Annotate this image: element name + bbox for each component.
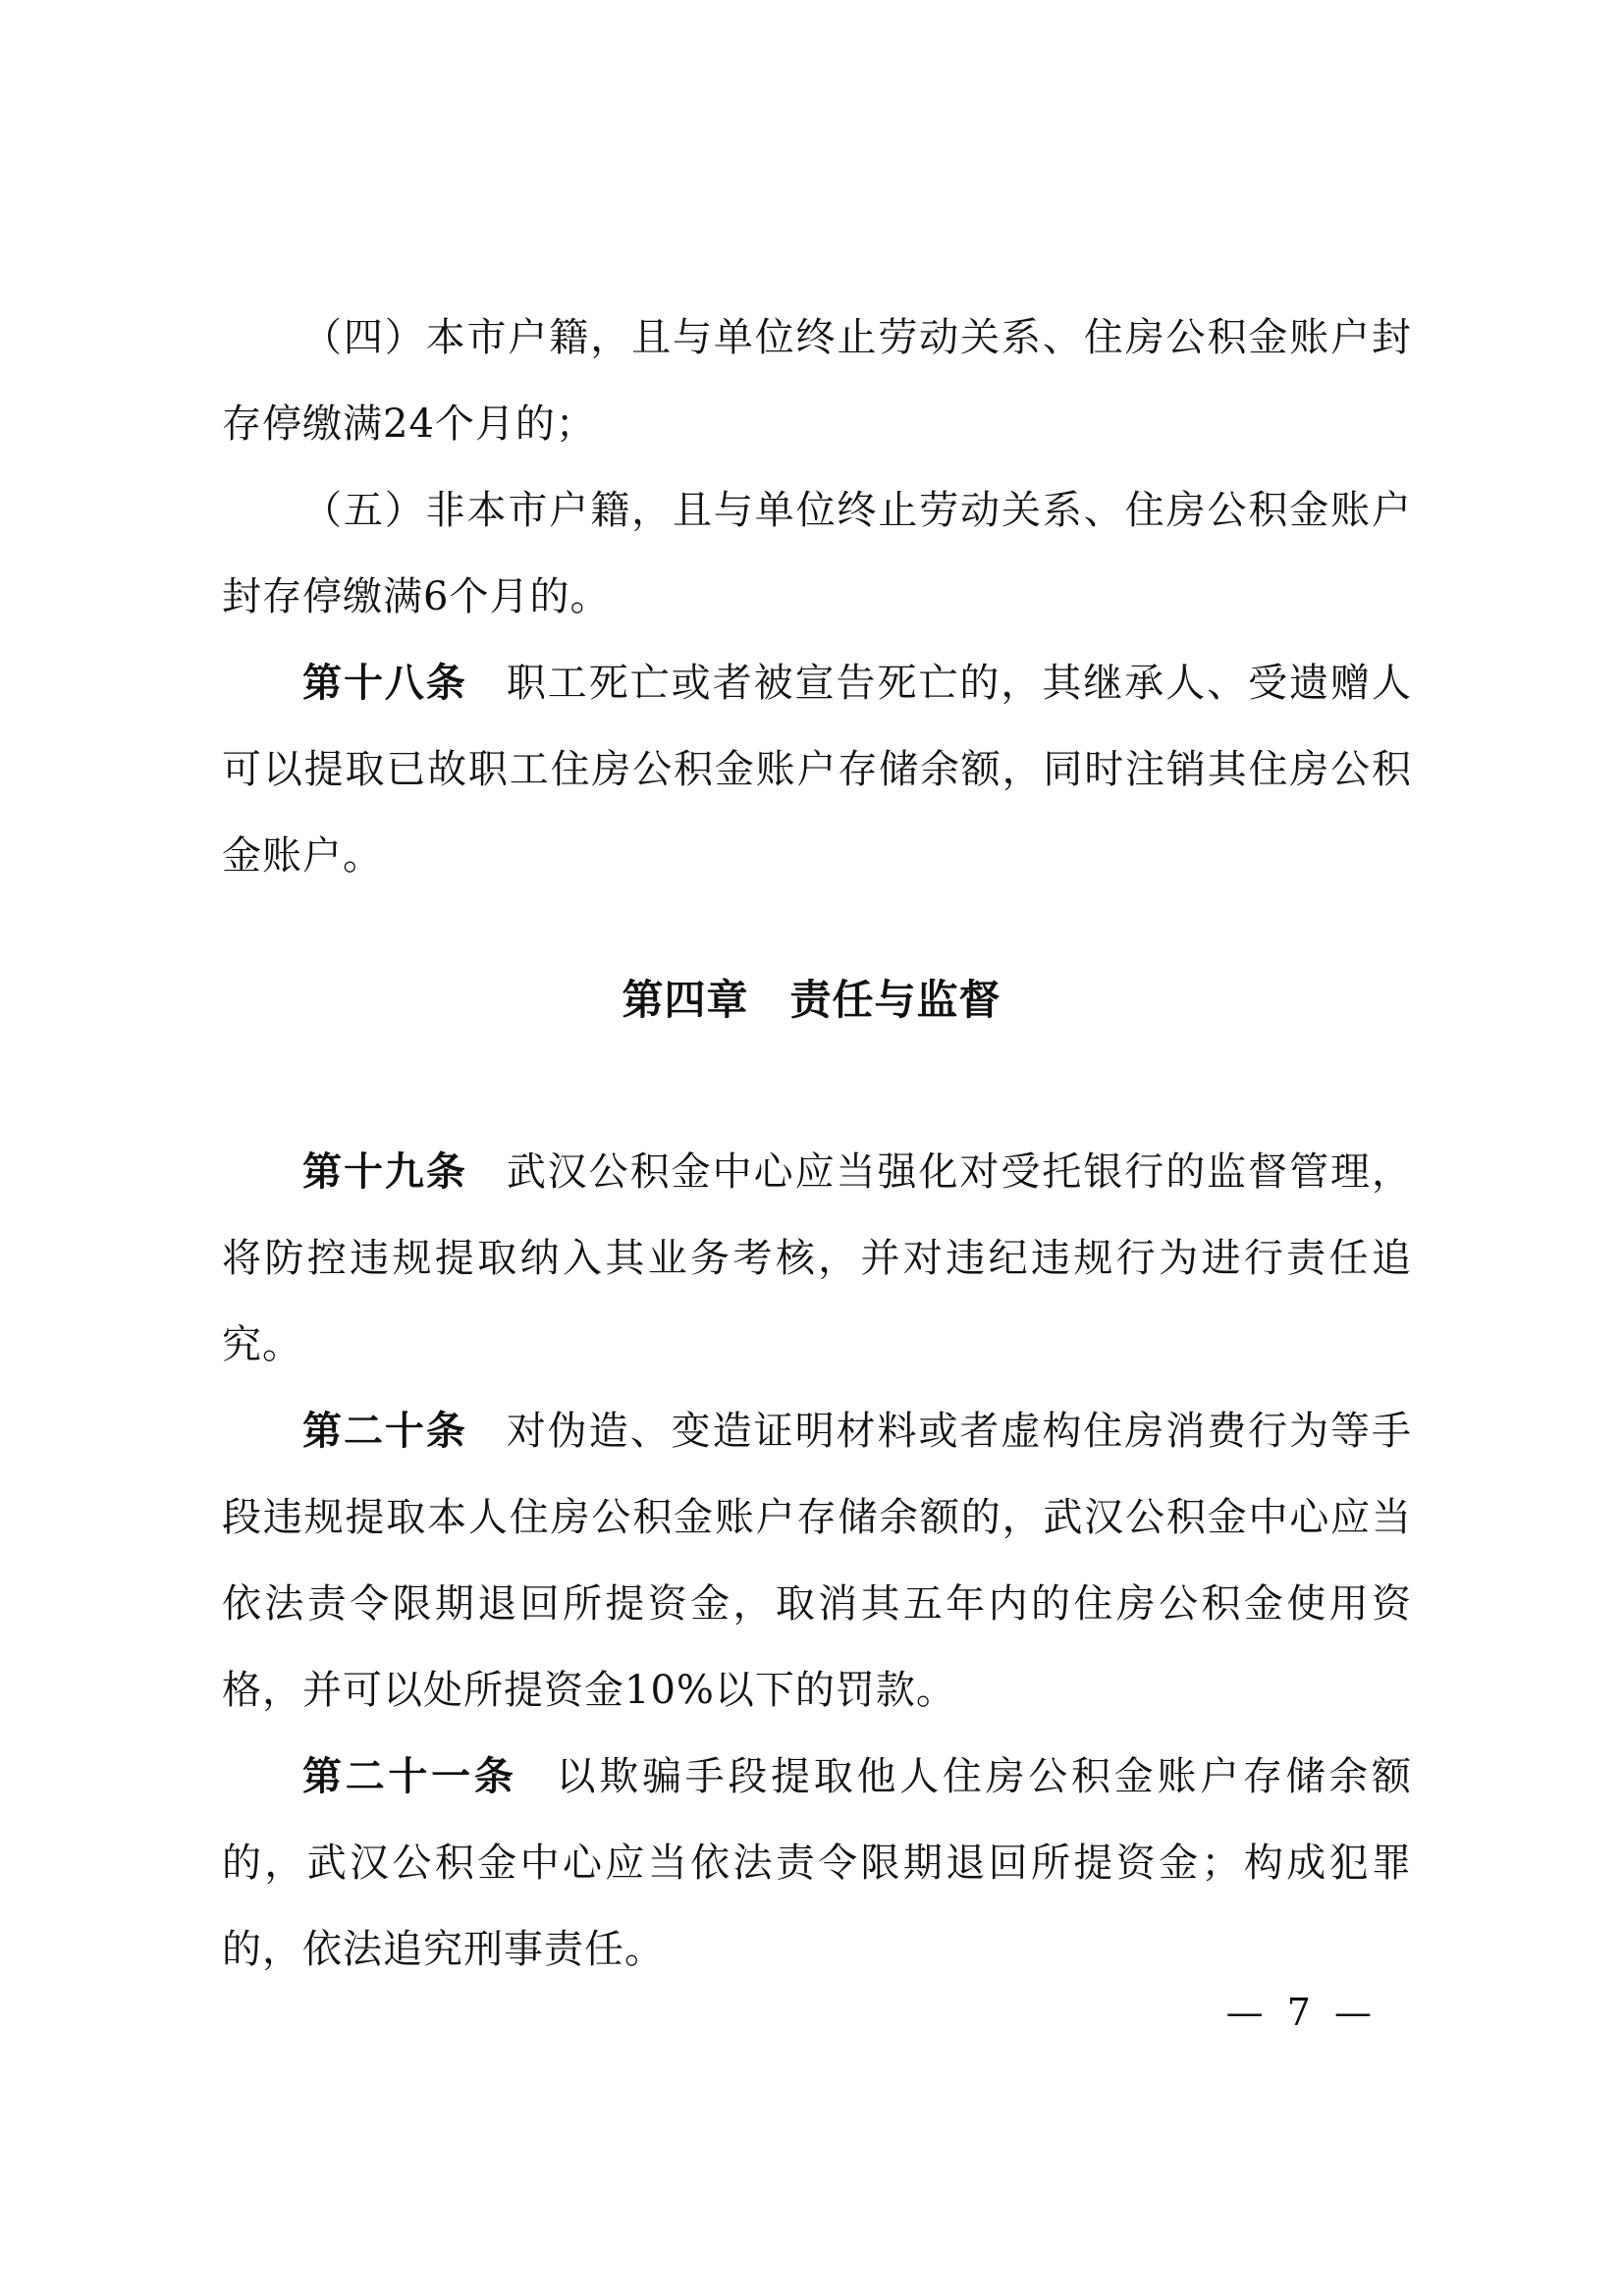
article-20-body: 对伪造、变造证明材料或者虚构住房消费行为等手段违规提取本人住房公积金账户存储余额的，武汉公积金中心应当依法责令限期退回所提资金，取消其五年内的住房公积金使用资格，并可以处所提资金10%以下的罚款。 (222, 1409, 1413, 1713)
article-20-heading: 第二十条 (302, 1409, 467, 1454)
clause-item-5 (222, 467, 1412, 640)
article-18 (222, 640, 1412, 899)
article-21-heading: 第二十一条 (302, 1754, 517, 1799)
article-21-body: 以欺骗手段提取他人住房公积金账户存储余额的，武汉公积金中心应当依法责令限期退回所提资金；构成犯罪的，依法追究刑事责任。 (222, 1754, 1413, 1972)
article-21 (222, 1734, 1412, 1993)
chapter-title: 责任与监督 (789, 976, 1001, 1024)
article-19 (222, 1129, 1412, 1388)
clause-item-4 (222, 294, 1412, 467)
chapter-heading (0, 957, 1623, 1043)
chapter-number: 第四章 (622, 976, 749, 1024)
article-19-body: 武汉公积金中心应当强化对受托银行的监督管理，将防控违规提取纳入其业务考核，并对违纪违规行为进行责任追究。 (222, 1149, 1413, 1367)
page-number: — 7 — (1225, 1991, 1378, 2034)
article-19-heading: 第十九条 (302, 1149, 467, 1195)
article-18-heading: 第十八条 (302, 661, 467, 706)
article-20 (222, 1388, 1412, 1734)
clause-item-4-text: （四）本市户籍，且与单位终止劳动关系、住房公积金账户封存停缴满24个月的； (222, 315, 1412, 447)
clause-item-5-text: （五）非本市户籍，且与单位终止劳动关系、住房公积金账户封存停缴满6个月的。 (222, 488, 1412, 619)
article-18-body: 职工死亡或者被宣告死亡的，其继承人、受遗赠人可以提取已故职工住房公积金账户存储余额，同时注销其住房公积金账户。 (222, 661, 1413, 879)
